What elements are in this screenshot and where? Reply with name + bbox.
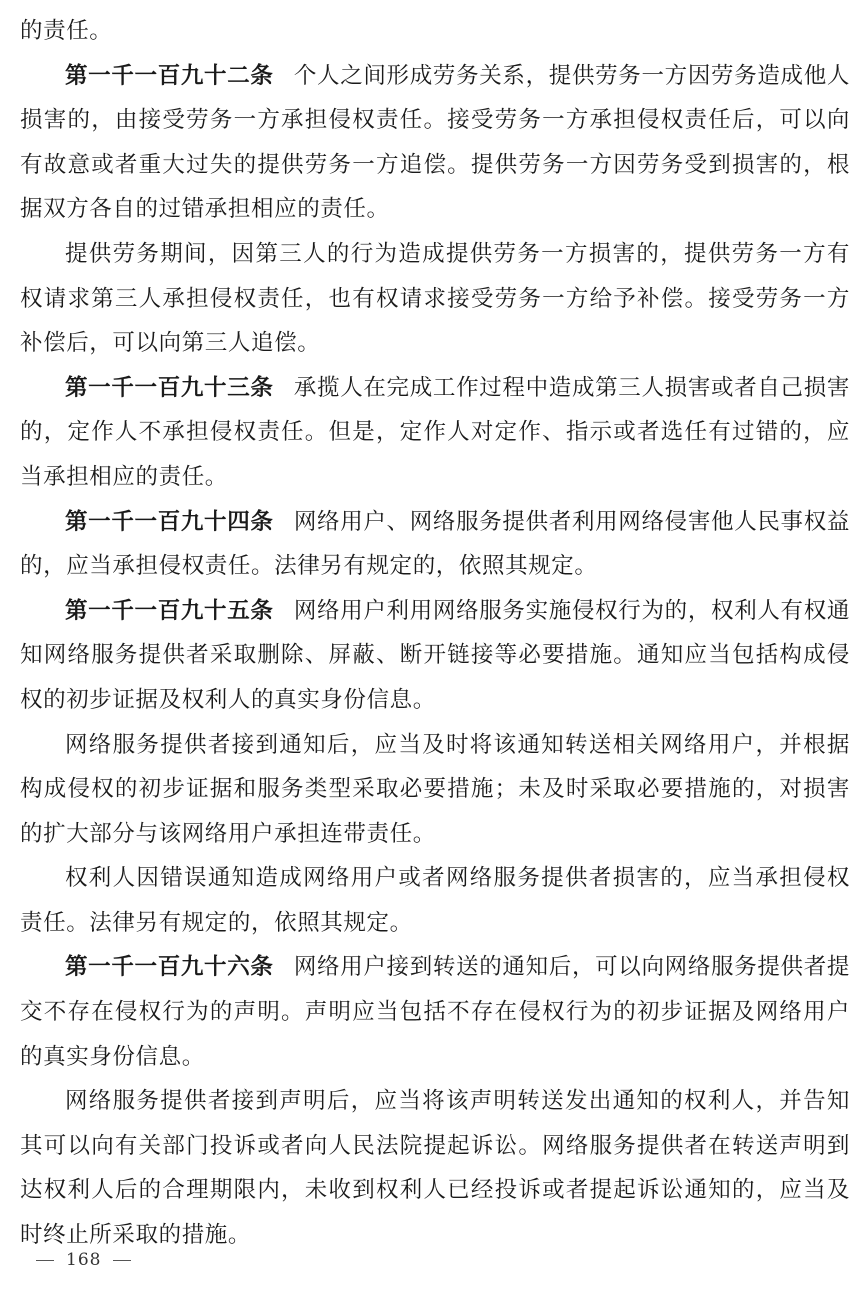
page-number-dash-left [36, 1260, 54, 1261]
paragraph-text: 的责任。 [20, 18, 113, 44]
article-1194 [20, 500, 850, 589]
paragraph-text: 承揽人在完成工作过程中造成第三人损害或者自己损害的，定作人不承担侵权责任。但是，定作人对定作、指示或者选任有过错的，应当承担相应的责任。 [20, 374, 850, 490]
paragraph [20, 1079, 850, 1257]
page-number-value: 168 [66, 1250, 102, 1270]
article-1195 [20, 589, 850, 723]
page-number-dash-right [113, 1260, 131, 1261]
paragraph-text: 网络服务提供者接到声明后，应当将该声明转送发出通知的权利人，并告知其可以向有关部门投诉或者向人民法院提起诉讼。网络服务提供者在转送声明到达权利人后的合理期限内，未收到权利人已经投诉或者提起诉讼通知的，应当及时终止所采取的措施。 [20, 1088, 850, 1249]
paragraph-text: 个人之间形成劳务关系，提供劳务一方因劳务造成他人损害的，由接受劳务一方承担侵权责任。接受劳务一方承担侵权责任后，可以向有故意或者重大过失的提供劳务一方追偿。提供劳务一方因劳务受到损害的，根据双方各自的过错承担相应的责任。 [20, 62, 850, 223]
article-1196 [20, 945, 850, 1079]
paragraph [20, 856, 850, 945]
paragraph-text: 权利人因错误通知造成网络用户或者网络服务提供者损害的，应当承担侵权责任。法律另有规定的，依照其规定。 [20, 865, 850, 936]
paragraph [20, 723, 850, 857]
paragraph-text: 网络用户、网络服务提供者利用网络侵害他人民事权益的，应当承担侵权责任。法律另有规定的，依照其规定。 [20, 508, 850, 580]
paragraph [20, 232, 850, 366]
article-number: 第一千一百九十二条 [65, 62, 274, 89]
article-number: 第一千一百九十四条 [65, 508, 274, 535]
article-number: 第一千一百九十六条 [65, 954, 274, 981]
paragraph-text: 网络服务提供者接到通知后，应当及时将该通知转送相关网络用户，并根据构成侵权的初步证据和服务类型采取必要措施；未及时采取必要措施的，对损害的扩大部分与该网络用户承担连带责任。 [20, 731, 850, 847]
paragraph-continuation [20, 9, 850, 54]
paragraph-text: 网络用户接到转送的通知后，可以向网络服务提供者提交不存在侵权行为的声明。声明应当包括不存在侵权行为的初步证据及网络用户的真实身份信息。 [20, 954, 850, 1070]
document-page [20, 9, 850, 1258]
article-number: 第一千一百九十五条 [65, 597, 274, 624]
article-number: 第一千一百九十三条 [65, 374, 274, 401]
paragraph-text: 提供劳务期间，因第三人的行为造成提供劳务一方损害的，提供劳务一方有权请求第三人承担侵权责任，也有权请求接受劳务一方给予补偿。接受劳务一方补偿后，可以向第三人追偿。 [20, 240, 850, 357]
article-1192 [20, 54, 850, 232]
article-1193 [20, 366, 850, 500]
page-number [24, 1250, 143, 1270]
paragraph-text: 网络用户利用网络服务实施侵权行为的，权利人有权通知网络服务提供者采取删除、屏蔽、断开链接等必要措施。通知应当包括构成侵权的初步证据及权利人的真实身份信息。 [20, 597, 850, 713]
